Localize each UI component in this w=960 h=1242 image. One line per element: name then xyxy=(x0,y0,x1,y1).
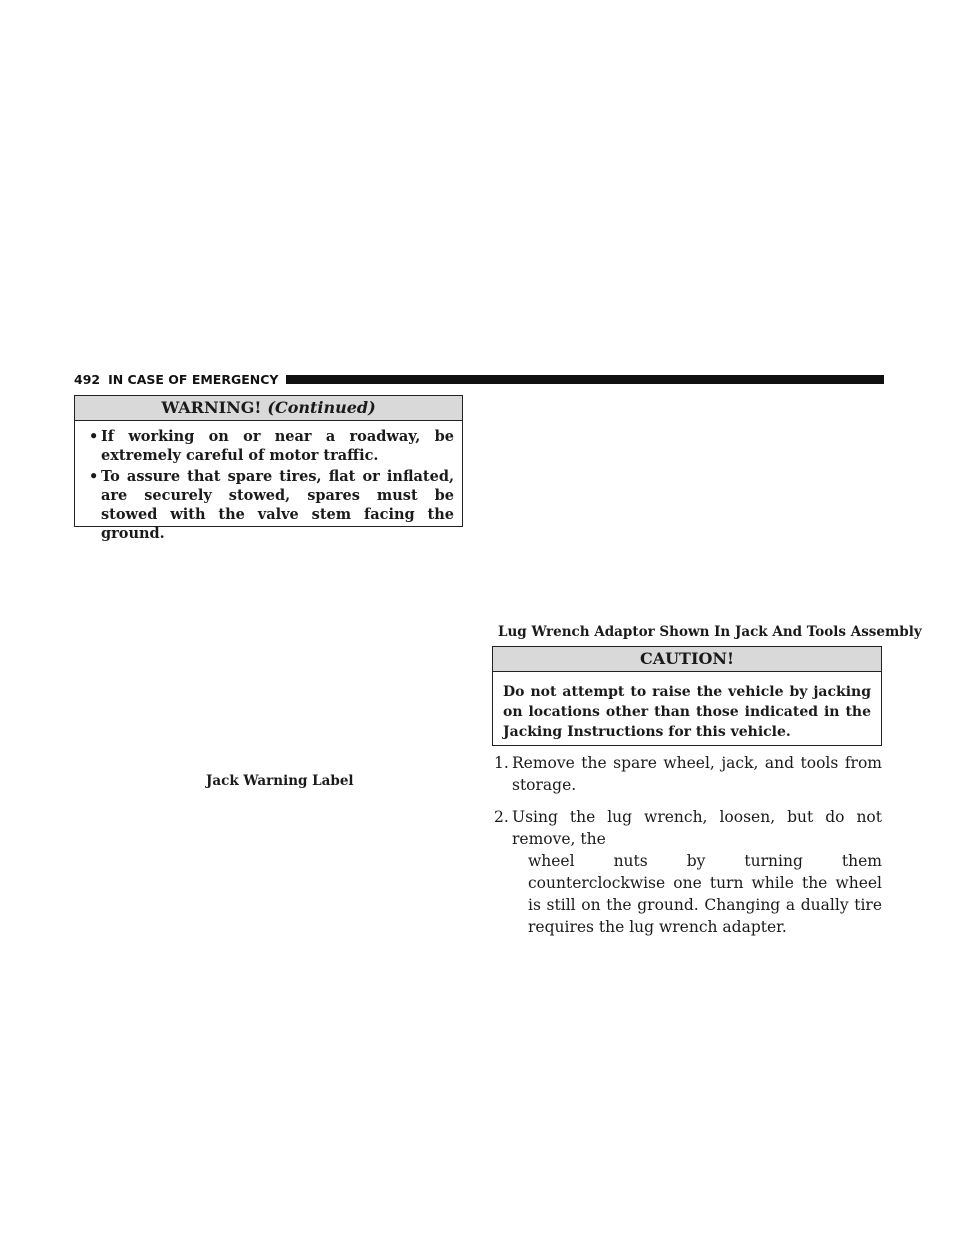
caution-box xyxy=(492,646,882,746)
warning-title: WARNING! xyxy=(161,398,262,417)
step-number: 1. xyxy=(494,754,509,772)
bullet-dot-icon: • xyxy=(89,468,99,485)
figure-caption-lug-wrench: Lug Wrench Adaptor Shown In Jack And Tools Assembly xyxy=(498,624,922,640)
warning-bullet: • If working on or near a roadway, be extremely careful of motor traffic. xyxy=(89,428,454,464)
page-number: 492 xyxy=(74,371,101,387)
warning-bullets xyxy=(75,421,462,543)
procedure-step xyxy=(494,806,882,938)
page-header xyxy=(74,369,884,389)
warning-bullet: • To assure that spare tires, flat or inflated, are securely stowed, spares must be stowed with the valve stem facing the ground. xyxy=(89,468,454,542)
step-text: Using the lug wrench, loosen, but do not remove, the xyxy=(512,808,882,848)
section-title: IN CASE OF EMERGENCY xyxy=(108,371,279,387)
procedure-step xyxy=(494,752,882,796)
step-text: Remove the spare wheel, jack, and tools from storage. xyxy=(512,754,882,794)
warning-box xyxy=(74,395,463,542)
step-text-continued: wheel nuts by turning them counterclockwise one turn while the wheel is still on the ground. Changing a dually tire requires the lug wrench adapter. xyxy=(528,852,882,936)
procedure-steps xyxy=(494,752,882,948)
figure-caption-jack-label: Jack Warning Label xyxy=(206,773,354,789)
header-rule xyxy=(286,375,884,384)
step-number: 2. xyxy=(494,808,509,826)
caution-title: CAUTION! xyxy=(493,647,881,672)
bullet-dot-icon: • xyxy=(89,428,99,445)
warning-continued: (Continued) xyxy=(267,398,376,417)
warning-header xyxy=(75,396,462,421)
caution-text: Do not attempt to raise the vehicle by jacking on locations other than those indicated in the Jacking Instructions for this vehicle. xyxy=(503,684,871,740)
